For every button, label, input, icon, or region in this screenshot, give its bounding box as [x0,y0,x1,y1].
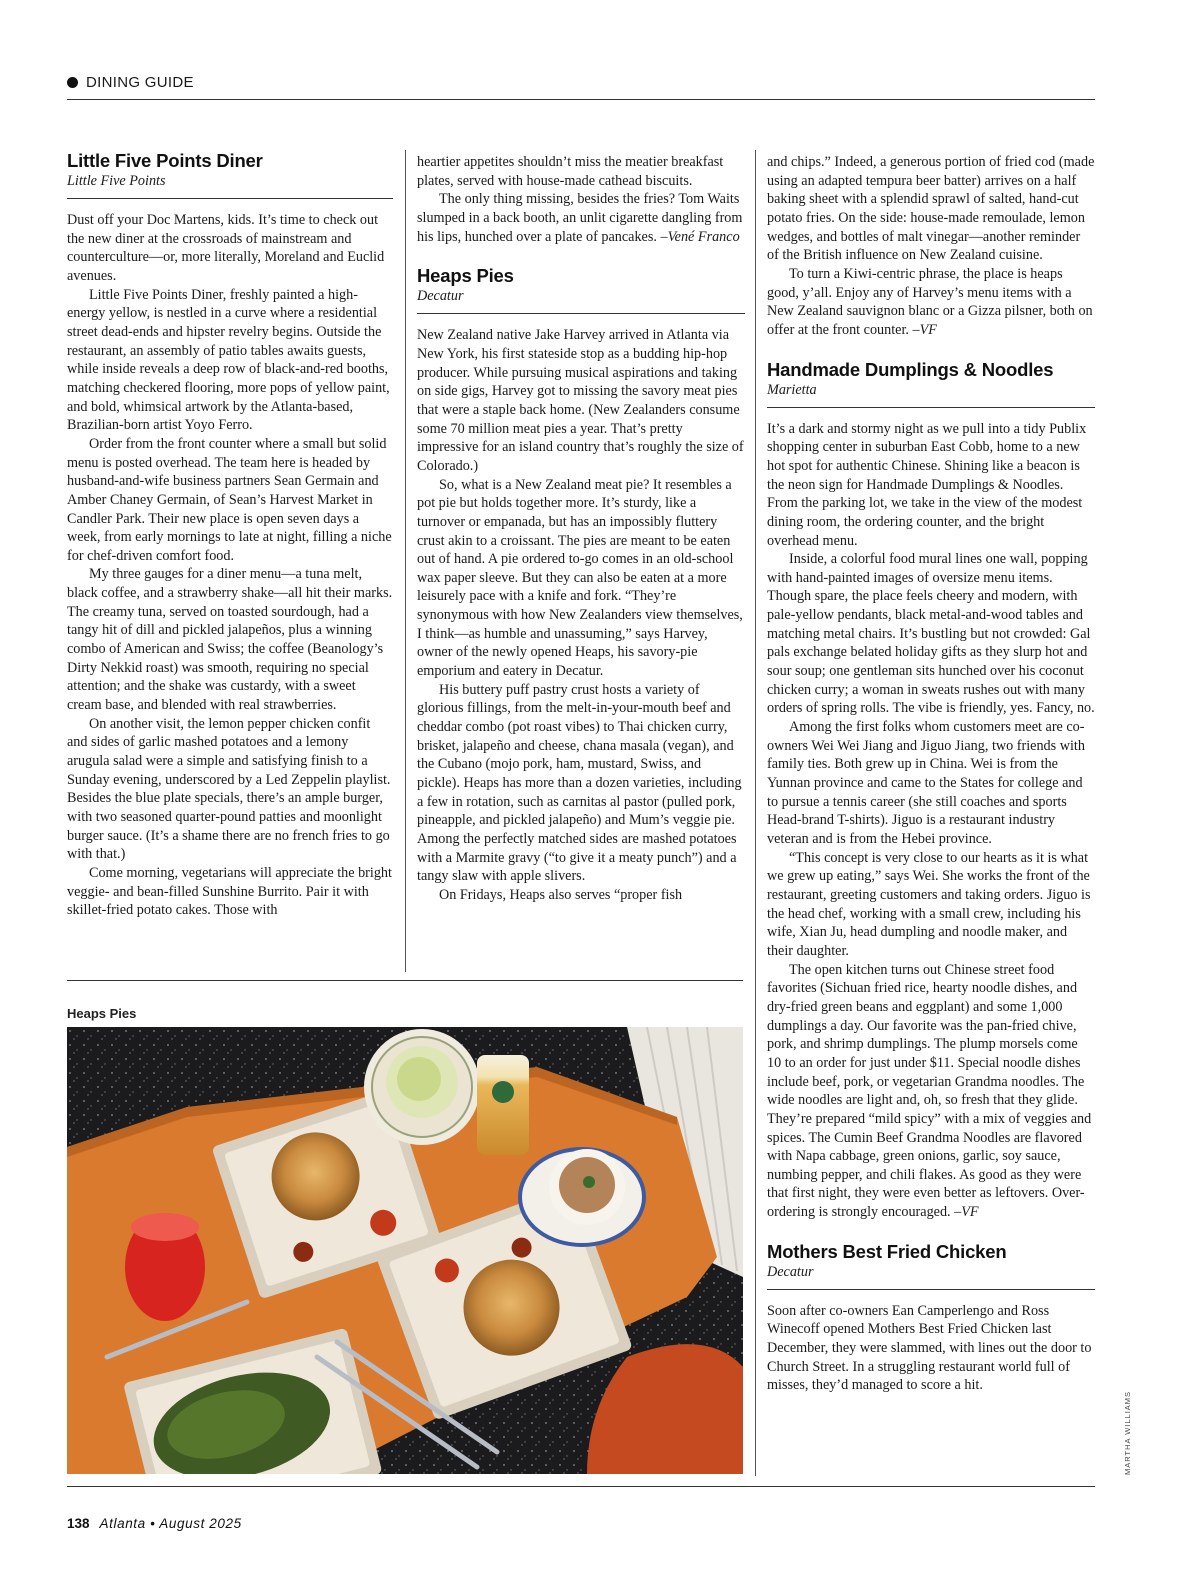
column-1 [67,150,393,920]
heading-rule [767,1289,1095,1290]
section-label: DINING GUIDE [67,74,194,91]
red-cup [125,1213,205,1321]
article-location: Little Five Points [67,173,166,189]
article-heading: Mothers Best Fried Chicken [767,1240,1007,1262]
article-heading: Heaps Pies [417,265,514,287]
heading-rule [67,198,393,199]
author-signature: –VF [912,321,937,338]
heading-rule [417,313,745,314]
paragraph: Order from the front counter where a small but solid menu is posted overhead. The team here is headed by husband-and-wife business partners Sean Germain and Amber Chaney Germain, of Sean’s Harvest Market in Candler Park. Their new place is open seven days a week, from early mornings to late at night, filling a niche for chef-driven comfort food. [67,435,392,564]
publication-line: Atlanta • August 2025 [99,1516,242,1531]
gravy-cup [520,1149,644,1245]
column-divider-1 [405,150,406,972]
photo-caption: Heaps Pies [67,1006,137,1021]
paragraph: On another visit, the lemon pepper chicken confit and sides of garlic mashed potatoes and a lemony arugula salad were a simple and satisfying finish to a Sunday evening, underscored by a Led Zeppelin playlist. Besides the blue plate specials, there’s an ample burger, with two seasoned quarter-pound patties and moonlight burger sauce. (It’s a shame there are no french fries to go with that.) [67,715,391,863]
paragraph: Little Five Points Diner, freshly painted a high-energy yellow, is nestled in a curve where a residential street dead-ends and hipster revelry begins. Outside the restaurant, an assembly of patio tables awaits guests, while inside reveals a deep row of black-and-red booths, matching checkered flooring, more pops of yellow paint, and bold, whimsical artwork by the Atlanta-based, Brazilian-born artist Yoyo Ferro. [67,286,390,434]
paragraph: “This concept is very close to our hearts as it is what we grew up eating,” says Wei. She works the front of the restaurant, greeting customers and taking orders. Jiguo is the head chef, working with a small crew, including his wife, Xian Ju, head dumpling and noodle maker, and their daughter. [767,849,1091,959]
paragraph: and chips.” Indeed, a generous portion of fried cod (made using an adapted tempura beer batter) arrives on a half baking sheet with a splendid sprawl of salted, hand-cut potato fries. On the side: house-made remoulade, lemon wedges, and bottles of malt vinegar—another reminder of the British influence on New Zealand cuisine. [767,154,1095,264]
article-location: Decatur [767,1263,814,1280]
article-location: Decatur [417,288,464,305]
footer-rule [67,1486,1095,1487]
page-number: 138 [67,1516,90,1531]
beer-glass [477,1055,529,1155]
paragraph: Come morning, vegetarians will appreciate the bright veggie- and bean-filled Sunshine Burrito. Pair it with skillet-fried potato cakes. Those with [67,864,392,919]
author-signature: –VF [954,1204,979,1221]
paragraph: On Fridays, Heaps also serves “proper fish [439,886,683,903]
paragraph: His buttery puff pastry crust hosts a variety of glorious fillings, from the melt-in-your-mouth beef and cheddar combo (pot roast vibes) to Thai chicken curry, brisket, jalapeño and cheese, chana masala (vegan), and the Cubano (mojo pork, ham, mustard, Swiss, and pickle). Heaps has more than a dozen varieties, including a few in rotation, such as carnitas al pastor (pulled pork, pineapple, and pickled jalapeño) and Mum’s veggie pie. Among the perfectly matched sides are mashed potatoes with a Marmite gravy (“to give it a meaty punch”) and a tangy slaw with apple slivers. [417,681,742,885]
column-divider-2 [755,150,756,1476]
bullet-dot-icon [67,77,78,88]
paragraph: Inside, a colorful food mural lines one wall, popping with hand-painted images of oversize menu items. Though spare, the place feels cheery and modern, with pale-yellow pendants, black metal-and-wood tables and matching metal chairs. It’s bustling but not crowded: Gal pals exchange belated holiday gifts as they slurp hot and sour soup; one gentleman sits hunched over his coconut chicken curry; a woman in sweats rushes out with many orders of spring rolls. The vibe is friendly, yes. Fancy, no. [767,551,1095,717]
folio [67,1516,242,1531]
column-2 [417,153,745,905]
paragraph: To turn a Kiwi-centric phrase, the place is heaps good, y’all. Enjoy any of Harvey’s menu items with a New Zealand sauvignon blanc or a Gizza pilsner, both on offer at the front counter. –VF [767,265,1093,338]
heading-rule [767,407,1095,408]
food-photo-illustration [67,1027,743,1474]
paragraph: New Zealand native Jake Harvey arrived in Atlanta via New York, his first stateside stop as a budding hip-hop producer. While pursuing musical aspirations and taking on side gigs, Harvey got to missing the savory meat pies that were a staple back home. (New Zealanders consume some 70 million meat pies a year. That’s pretty impressive for an island country that’s roughly the size of Colorado.) [417,327,744,474]
paragraph: heartier appetites shouldn’t miss the meatier breakfast plates, served with house-made cathead biscuits. [417,154,724,189]
paragraph: Dust off your Doc Martens, kids. It’s time to check out the new diner at the crossroads of mainstream and counterculture—or, more literally, Moreland and Euclid avenues. [67,212,385,284]
paragraph: It’s a dark and stormy night as we pull into a tidy Publix shopping center in suburban East Cobb, home to a new hot spot for authentic Chinese. Shining like a beacon is the neon sign for Handmade Dumplings & Noodles. From the parking lot, we take in the view of the modest dining room, the ordering counter, and the bright overhead menu. [767,420,1087,549]
paragraph: The only thing missing, besides the fries? Tom Waits slumped in a back booth, an unlit cigarette dangling from his lips, hunched over a plate of pancakes. –Vené Franco [417,191,743,245]
slaw-bowl [364,1029,480,1145]
header-rule [67,99,1095,100]
paragraph: The open kitchen turns out Chinese street food favorites (Sichuan fried rice, hearty noodle dishes, and dry-fried green beans and eggplant) and some 1,000 dumplings a day. Our favorite was the pan-fried chive, pork, and shrimp dumplings. The plump morsels come 10 to an order for just under $11. Special noodle dishes include beef, pork, or vegetarian Grandma noodles. The wide noodles are light and, oh, so fresh that they glide. They’re prepared “mild spicy” with a mix of veggies and spices. The Cumin Beef Grandma Noodles are flavored with Napa cabbage, green onions, garlic, soy sauce, numbing pepper, and chili flakes. As good as they were that first night, they were even better as leftovers. Over-ordering is strongly encouraged. –VF [767,961,1092,1221]
photo-top-rule [67,980,743,981]
paragraph: So, what is a New Zealand meat pie? It resembles a pot pie but holds together more. It’s sturdy, like a turnover or empanada, but has an impossibly fluttery crust akin to a croissant. The pies are meant to be eaten out of hand. A pie ordered to-go comes in an old-school wax paper sleeve. But they can also be eaten at a more leisurely pace with a knife and fork. “They’re synonymous with how New Zealanders view themselves, I think—as humble and unassuming,” says Harvey, owner of the newly opened Heaps, his savory-pie emporium and eatery in Decatur. [417,476,743,680]
paragraph: My three gauges for a diner menu—a tuna melt, black coffee, and a strawberry shake—all hit their marks. The creamy tuna, served on toasted sourdough, had a tangy hit of dill and pickled jalapeños, plus a winning combo of American and Swiss; the coffee (Beanology’s Dirty Nekkid roast) was smooth, requiring no special attention; and the shake was custardy, with a sweet cream base, and blended with real strawberries. [67,566,393,714]
author-signature: –Vené Franco [660,228,740,245]
photo-credit: MARTHA WILLIAMS [1123,1390,1132,1475]
article-heading: Handmade Dumplings & Noodles [767,358,1054,380]
food-photo [67,1027,743,1474]
paragraph: Soon after co-owners Ean Camperlengo and Ross Winecoff opened Mothers Best Fried Chicken last December, they were slammed, with lines out the door to Church Street. In a struggling restaurant world full of misses, they’d managed to score a hit. [767,1302,1092,1394]
column-3 [767,153,1095,1395]
article-heading: Little Five Points Diner [67,150,263,171]
paragraph: Among the first folks whom customers meet are co-owners Wei Wei Jiang and Jiguo Jiang, two friends with family ties. Both grew up in China. Wei is from the Yunnan province and came to the States for college and to pursue a tennis career (she still coaches and sports Head-brand T-shirts). Jiguo is a restaurant industry veteran and is from the Hebei province. [767,719,1085,847]
article-location: Marietta [767,381,817,398]
